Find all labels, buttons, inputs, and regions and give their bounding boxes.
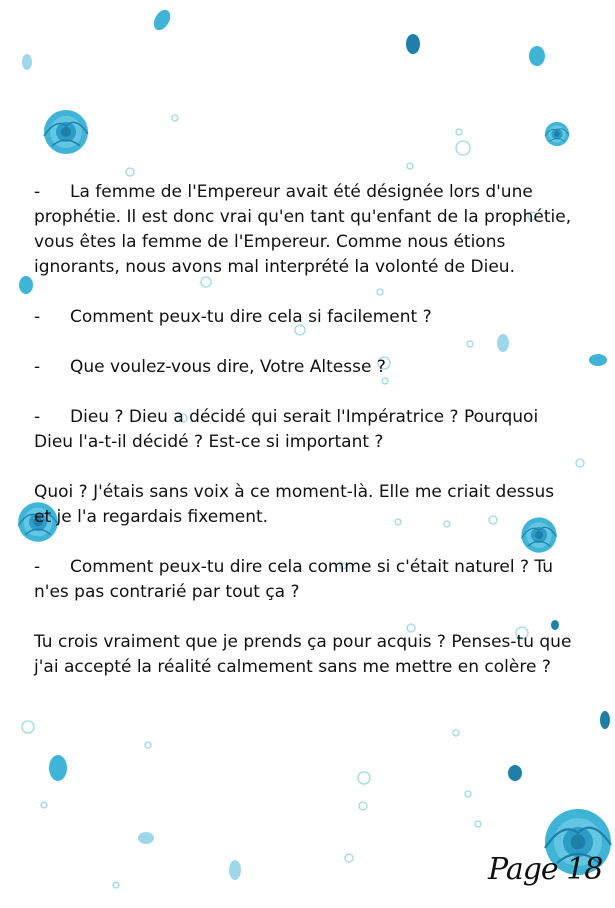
dialogue-dash: - (34, 307, 41, 327)
bubble (456, 129, 462, 135)
bubble (22, 721, 34, 733)
bubble (407, 163, 413, 169)
bubble (358, 772, 370, 784)
dialogue-dash: - (34, 407, 41, 427)
bubble (359, 802, 367, 810)
bubble (453, 730, 459, 736)
bubble (172, 115, 178, 121)
paragraph-text: Quoi ? J'étais sans voix à ce moment-là. Elle me criait dessus et je l'a regardais fixement. (34, 482, 555, 527)
paragraph-text: Comment peux-tu dire cela comme si c'était naturel ? Tu n'es pas contrarié par tout ça ? (34, 557, 554, 602)
paragraph-text: Que voulez-vous dire, Votre Altesse ? (70, 357, 386, 377)
paragraph-2 (34, 305, 574, 330)
petal (600, 711, 610, 729)
page-number: Page 18 (488, 852, 603, 887)
petal (229, 860, 241, 880)
story-text (34, 180, 574, 705)
paragraph-text: La femme de l'Empereur avait été désignée lors d'une prophétie. Il est donc vrai qu'en tant qu'enfant de la prophétie, vous êtes la femme de l'Empereur. Comme nous étions ignorants, nous avons mal interprété la volonté de Dieu. (34, 182, 572, 277)
rose-top-right (545, 122, 569, 146)
bubble (113, 882, 119, 888)
rose-top-left (44, 110, 88, 154)
petal (529, 46, 545, 66)
petal (406, 34, 420, 54)
paragraph-text: Comment peux-tu dire cela si facilement ? (70, 307, 432, 327)
bubble (475, 821, 481, 827)
petal (49, 755, 67, 781)
paragraph-5 (34, 480, 574, 530)
petal (508, 765, 522, 781)
petal (589, 354, 607, 366)
paragraph-text: Dieu ? Dieu a décidé qui serait l'Impératrice ? Pourquoi Dieu l'a-t-il décidé ? Est-ce si important ? (34, 407, 539, 452)
dialogue-dash: - (34, 182, 41, 202)
paragraph-3 (34, 355, 574, 380)
bubble (345, 854, 353, 862)
dialogue-dash: - (34, 357, 41, 377)
petal (150, 7, 173, 33)
paragraph-text: Tu crois vraiment que je prends ça pour acquis ? Penses-tu que j'ai accepté la réalité calmement sans me mettre en colère ? (34, 632, 572, 677)
bubble (465, 791, 471, 797)
petal (22, 54, 32, 70)
petal (138, 832, 154, 844)
petal (19, 276, 33, 294)
bubble (576, 459, 584, 467)
bubble (41, 802, 47, 808)
bubble (145, 742, 151, 748)
dialogue-dash: - (34, 557, 41, 577)
bubble (126, 168, 134, 176)
paragraph-4 (34, 405, 574, 455)
paragraph-1 (34, 180, 574, 280)
paragraph-7 (34, 630, 574, 680)
paragraph-6 (34, 555, 574, 605)
bubble (456, 141, 470, 155)
